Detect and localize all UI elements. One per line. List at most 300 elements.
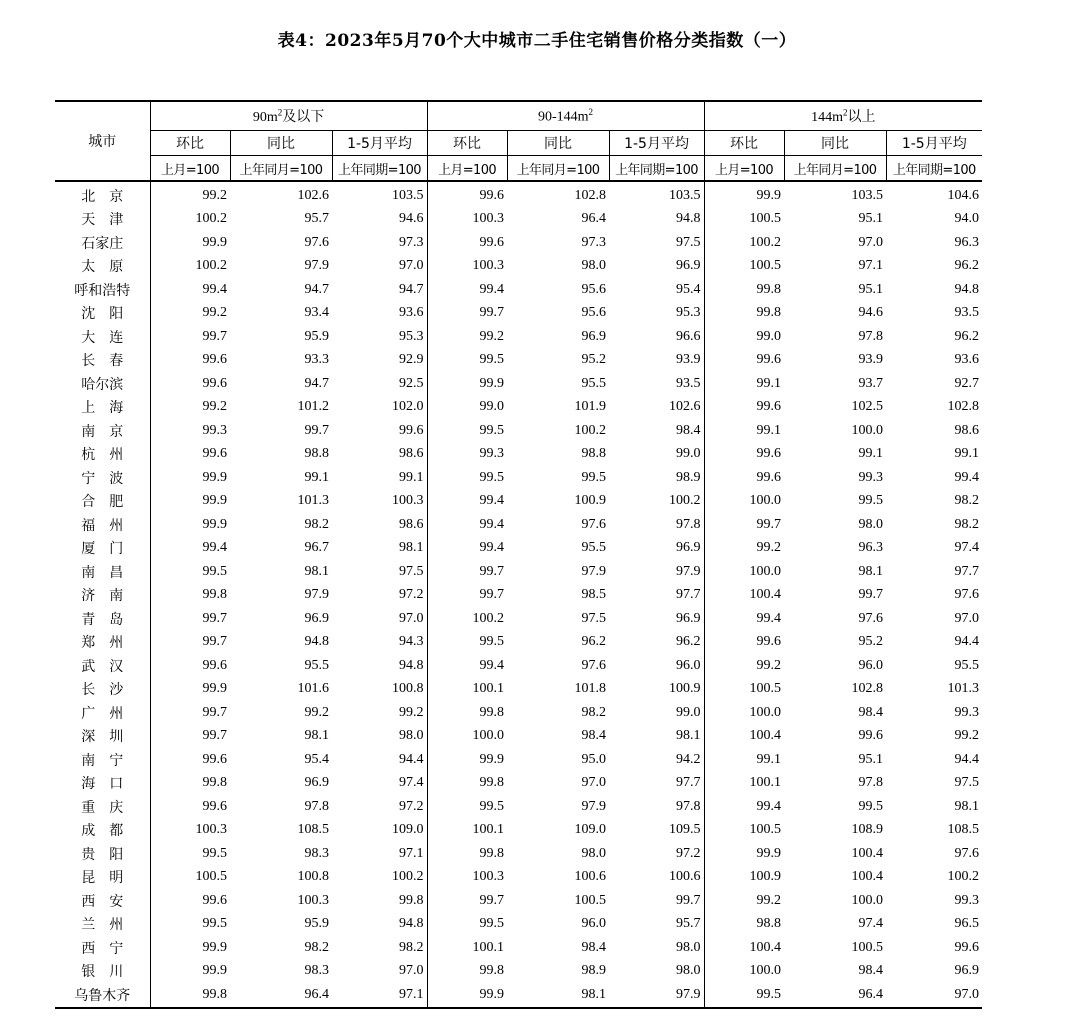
sub-header: 1-5月平均 (332, 131, 427, 156)
index-value: 100.2 (947, 869, 980, 885)
index-value: 99.1 (304, 469, 329, 485)
index-value: 98.2 (581, 704, 607, 720)
index-value: 99.1 (756, 375, 782, 391)
index-value: 95.2 (858, 634, 884, 650)
index-value: 97.7 (609, 772, 704, 796)
index-value: 96.9 (304, 610, 329, 626)
index-value: 99.9 (479, 375, 505, 391)
city-name: 呼和浩特 (55, 278, 150, 302)
index-value: 98.6 (332, 513, 427, 537)
index-value: 99.6 (756, 399, 782, 415)
index-value: 99.6 (202, 375, 227, 391)
index-value: 94.2 (609, 748, 704, 772)
index-value: 97.6 (954, 587, 980, 603)
index-value: 97.0 (332, 255, 427, 279)
table-row (55, 466, 982, 490)
group-header-tail: 以上 (847, 110, 876, 125)
index-value: 100.5 (195, 869, 227, 885)
index-value: 99.7 (479, 587, 505, 603)
base-header: 上月=100 (704, 156, 784, 182)
index-value: 99.6 (202, 657, 227, 673)
index-value: 96.4 (304, 986, 329, 1002)
index-value: 96.5 (954, 916, 980, 932)
index-value: 99.7 (479, 563, 505, 579)
index-value: 99.8 (756, 305, 782, 321)
table-row (55, 443, 982, 467)
index-value: 99.8 (332, 889, 427, 913)
index-value: 99.5 (479, 916, 505, 932)
index-value: 100.2 (195, 211, 227, 227)
index-value: 99.2 (954, 728, 980, 744)
index-value: 100.2 (332, 866, 427, 890)
index-value: 99.6 (202, 798, 227, 814)
index-value: 97.7 (954, 563, 980, 579)
index-value: 98.2 (332, 936, 427, 960)
index-value: 96.2 (609, 631, 704, 655)
index-value: 93.6 (332, 302, 427, 326)
index-value: 100.0 (749, 963, 782, 979)
page-title: 表4：2023年5月70个大中城市二手住宅销售价格分类指数（一） (277, 31, 797, 51)
city-name: 济 南 (55, 584, 150, 608)
index-value: 100.1 (472, 681, 505, 697)
index-value: 97.3 (332, 231, 427, 255)
sub-header: 环比 (427, 131, 507, 156)
table-row (55, 513, 982, 537)
index-value: 99.6 (756, 469, 782, 485)
index-value: 100.3 (472, 869, 505, 885)
index-value: 98.3 (304, 963, 329, 979)
city-name: 哈尔滨 (55, 372, 150, 396)
index-value: 99.7 (479, 892, 505, 908)
table-row (55, 372, 982, 396)
index-value: 99.6 (202, 446, 227, 462)
index-value: 99.5 (479, 469, 505, 485)
index-value: 97.0 (581, 775, 607, 791)
table-row (55, 231, 982, 255)
index-value: 99.8 (202, 775, 227, 791)
group-header-main: 90m (252, 110, 278, 125)
table-row (55, 278, 982, 302)
index-value: 99.0 (756, 328, 782, 344)
index-value: 100.6 (609, 866, 704, 890)
index-value: 99.7 (479, 305, 505, 321)
index-value: 101.3 (947, 681, 980, 697)
city-name: 宁 波 (55, 466, 150, 490)
group-header-main: 90-144m (537, 109, 589, 125)
index-value: 99.1 (858, 446, 884, 462)
index-value: 93.4 (304, 305, 329, 321)
index-value: 95.7 (609, 913, 704, 937)
index-value: 98.0 (581, 258, 607, 274)
index-value: 98.1 (858, 563, 884, 579)
table-row (55, 772, 982, 796)
index-value: 97.0 (332, 607, 427, 631)
index-value: 97.6 (304, 234, 329, 250)
index-value: 99.7 (202, 704, 227, 720)
index-value: 99.5 (479, 422, 505, 438)
city-name: 昆 明 (55, 866, 150, 890)
index-value: 98.4 (609, 419, 704, 443)
table-row (55, 913, 982, 937)
index-value: 95.3 (332, 325, 427, 349)
table-row (55, 795, 982, 819)
table-row (55, 631, 982, 655)
index-value: 94.6 (332, 208, 427, 232)
index-value: 95.2 (581, 352, 607, 368)
city-name: 贵 阳 (55, 842, 150, 866)
index-value: 102.6 (609, 396, 704, 420)
index-value: 94.3 (332, 631, 427, 655)
table-row (55, 349, 982, 373)
index-value: 96.9 (954, 963, 980, 979)
index-value: 99.2 (756, 892, 782, 908)
index-value: 97.1 (858, 258, 884, 274)
index-value: 99.7 (304, 422, 329, 438)
city-name: 乌鲁木齐 (55, 983, 150, 1008)
index-value: 93.7 (858, 375, 884, 391)
index-value: 99.5 (202, 845, 227, 861)
index-value: 99.1 (332, 466, 427, 490)
index-value: 96.2 (954, 258, 980, 274)
table-row (55, 866, 982, 890)
index-value: 99.5 (858, 493, 884, 509)
group-header (427, 101, 704, 131)
index-value: 101.3 (297, 493, 329, 509)
group-header (150, 101, 427, 131)
index-value: 100.2 (749, 234, 782, 250)
index-value: 109.0 (574, 822, 607, 838)
index-value: 98.6 (954, 422, 980, 438)
index-value: 98.3 (304, 845, 329, 861)
city-name: 南 京 (55, 419, 150, 443)
index-value: 99.4 (479, 493, 505, 509)
table-row (55, 725, 982, 749)
index-value: 99.8 (479, 963, 505, 979)
index-value: 103.5 (332, 181, 427, 208)
index-value: 99.7 (202, 610, 227, 626)
index-value: 100.0 (851, 892, 884, 908)
index-value: 99.4 (479, 657, 505, 673)
index-value: 99.5 (479, 798, 505, 814)
index-value: 96.0 (609, 654, 704, 678)
index-value: 99.6 (954, 939, 980, 955)
index-value: 94.8 (609, 208, 704, 232)
index-value: 99.6 (479, 234, 505, 250)
index-value: 94.4 (954, 634, 980, 650)
index-value: 99.9 (202, 681, 227, 697)
sub-header: 1-5月平均 (886, 131, 982, 156)
index-value: 92.5 (332, 372, 427, 396)
index-value: 94.7 (332, 278, 427, 302)
index-value: 100.0 (749, 704, 782, 720)
index-value: 97.8 (304, 798, 329, 814)
index-value: 97.6 (954, 845, 980, 861)
index-value: 98.1 (609, 725, 704, 749)
index-value: 100.5 (749, 211, 782, 227)
base-header: 上年同期=100 (609, 156, 704, 182)
city-name: 石家庄 (55, 231, 150, 255)
city-name: 天 津 (55, 208, 150, 232)
index-value: 99.9 (479, 986, 505, 1002)
index-value: 98.0 (609, 936, 704, 960)
index-value: 99.7 (202, 728, 227, 744)
index-value: 97.2 (332, 584, 427, 608)
index-value: 100.9 (749, 869, 782, 885)
index-value: 99.4 (202, 281, 227, 297)
index-value: 94.8 (332, 654, 427, 678)
sub-header: 1-5月平均 (609, 131, 704, 156)
table-row (55, 584, 982, 608)
index-value: 99.6 (202, 352, 227, 368)
index-value: 100.2 (574, 422, 607, 438)
index-value: 97.9 (304, 587, 329, 603)
index-value: 99.4 (479, 540, 505, 556)
index-value: 99.7 (756, 516, 782, 532)
index-value: 95.4 (304, 751, 329, 767)
index-value: 100.5 (749, 822, 782, 838)
table-row (55, 748, 982, 772)
index-value: 99.1 (756, 422, 782, 438)
index-value: 99.9 (479, 751, 505, 767)
sub-header: 环比 (150, 131, 230, 156)
index-value: 102.5 (851, 399, 884, 415)
index-value: 93.5 (954, 305, 980, 321)
table-row (55, 537, 982, 561)
index-value: 100.2 (472, 610, 505, 626)
table-row (55, 490, 982, 514)
index-value: 100.0 (749, 493, 782, 509)
sub-header: 同比 (784, 131, 886, 156)
index-value: 97.4 (858, 916, 884, 932)
index-value: 98.4 (858, 704, 884, 720)
index-value: 100.5 (574, 892, 607, 908)
table-row (55, 396, 982, 420)
index-value: 97.6 (858, 610, 884, 626)
index-value: 99.4 (479, 281, 505, 297)
index-value: 96.0 (581, 916, 607, 932)
index-value: 97.9 (304, 258, 329, 274)
index-value: 95.5 (581, 375, 607, 391)
index-value: 95.4 (609, 278, 704, 302)
index-value: 103.5 (851, 187, 884, 203)
index-value: 99.6 (858, 728, 884, 744)
index-value: 100.6 (574, 869, 607, 885)
index-value: 100.4 (851, 869, 884, 885)
table-row (55, 701, 982, 725)
table-row (55, 983, 982, 1008)
base-header: 上月=100 (150, 156, 230, 182)
city-name: 海 口 (55, 772, 150, 796)
index-value: 99.7 (858, 587, 884, 603)
table-row (55, 936, 982, 960)
index-value: 95.9 (304, 916, 329, 932)
index-value: 100.1 (472, 939, 505, 955)
index-value: 97.8 (609, 795, 704, 819)
index-value: 94.8 (332, 913, 427, 937)
index-value: 99.6 (202, 892, 227, 908)
index-value: 98.9 (609, 466, 704, 490)
index-value: 100.4 (749, 728, 782, 744)
price-index-table (55, 100, 982, 1009)
index-value: 99.4 (756, 610, 782, 626)
index-value: 99.2 (304, 704, 329, 720)
city-name: 杭 州 (55, 443, 150, 467)
city-name: 西 宁 (55, 936, 150, 960)
city-name: 厦 门 (55, 537, 150, 561)
index-value: 99.6 (332, 419, 427, 443)
index-value: 99.2 (202, 305, 227, 321)
table-row (55, 819, 982, 843)
index-value: 100.8 (297, 869, 329, 885)
index-value: 95.1 (858, 211, 884, 227)
index-value: 97.5 (581, 610, 607, 626)
index-value: 97.9 (581, 563, 607, 579)
table-row (55, 960, 982, 984)
index-value: 99.3 (479, 446, 505, 462)
index-value: 97.6 (581, 516, 607, 532)
table-row (55, 560, 982, 584)
sub-header: 环比 (704, 131, 784, 156)
index-value: 99.2 (202, 187, 227, 203)
index-value: 99.7 (202, 328, 227, 344)
index-value: 96.7 (304, 540, 329, 556)
index-value: 96.3 (858, 540, 884, 556)
table-row (55, 889, 982, 913)
city-name: 青 岛 (55, 607, 150, 631)
index-value: 97.9 (609, 983, 704, 1008)
index-value: 95.9 (304, 328, 329, 344)
index-value: 99.2 (479, 328, 505, 344)
index-value: 99.5 (479, 352, 505, 368)
index-value: 99.3 (858, 469, 884, 485)
index-value: 97.5 (954, 775, 980, 791)
index-value: 98.1 (304, 728, 329, 744)
index-value: 100.3 (472, 258, 505, 274)
index-value: 101.8 (574, 681, 607, 697)
index-value: 97.2 (609, 842, 704, 866)
index-value: 99.4 (479, 516, 505, 532)
city-name: 郑 州 (55, 631, 150, 655)
index-value: 99.5 (756, 986, 782, 1002)
index-value: 99.2 (202, 399, 227, 415)
group-header-sup: 2 (842, 107, 848, 118)
index-value: 97.0 (954, 986, 980, 1002)
index-value: 97.1 (332, 842, 427, 866)
city-name: 武 汉 (55, 654, 150, 678)
index-value: 98.4 (858, 963, 884, 979)
index-value: 99.9 (756, 187, 782, 203)
index-value: 100.8 (332, 678, 427, 702)
index-value: 109.0 (332, 819, 427, 843)
base-header: 上年同月=100 (507, 156, 609, 182)
table-row (55, 181, 982, 208)
index-value: 99.9 (756, 845, 782, 861)
index-value: 94.6 (858, 305, 884, 321)
index-value: 100.2 (609, 490, 704, 514)
index-value: 96.3 (954, 234, 980, 250)
index-value: 100.5 (851, 939, 884, 955)
city-name: 成 都 (55, 819, 150, 843)
index-value: 98.1 (954, 798, 980, 814)
group-header-sup: 2 (588, 106, 594, 117)
index-value: 99.9 (202, 963, 227, 979)
index-value: 99.6 (756, 446, 782, 462)
index-value: 99.2 (756, 657, 782, 673)
index-value: 100.5 (749, 258, 782, 274)
index-value: 100.4 (851, 845, 884, 861)
index-value: 100.3 (195, 822, 227, 838)
index-value: 95.1 (858, 751, 884, 767)
city-name: 广 州 (55, 701, 150, 725)
city-name: 南 宁 (55, 748, 150, 772)
index-value: 101.6 (297, 681, 329, 697)
index-value: 97.5 (332, 560, 427, 584)
index-value: 95.7 (304, 211, 329, 227)
index-value: 97.4 (332, 772, 427, 796)
index-value: 99.6 (756, 634, 782, 650)
city-name: 上 海 (55, 396, 150, 420)
index-value: 102.8 (851, 681, 884, 697)
index-value: 102.8 (947, 399, 980, 415)
index-value: 97.2 (332, 795, 427, 819)
index-value: 92.9 (332, 349, 427, 373)
index-value: 94.4 (954, 751, 980, 767)
index-value: 96.9 (304, 775, 329, 791)
index-value: 98.2 (954, 516, 980, 532)
index-value: 96.9 (609, 537, 704, 561)
index-value: 99.4 (954, 469, 980, 485)
city-name: 太 原 (55, 255, 150, 279)
index-value: 97.0 (332, 960, 427, 984)
index-value: 93.5 (609, 372, 704, 396)
index-value: 99.6 (756, 352, 782, 368)
index-value: 100.3 (297, 892, 329, 908)
index-value: 100.5 (749, 681, 782, 697)
index-value: 99.6 (479, 187, 505, 203)
index-value: 95.1 (858, 281, 884, 297)
index-value: 94.8 (954, 281, 980, 297)
table-row (55, 678, 982, 702)
base-header: 上年同期=100 (332, 156, 427, 182)
city-name: 大 连 (55, 325, 150, 349)
index-value: 100.9 (609, 678, 704, 702)
index-value: 94.4 (332, 748, 427, 772)
index-value: 99.8 (479, 704, 505, 720)
index-value: 100.2 (195, 258, 227, 274)
index-value: 98.9 (581, 963, 607, 979)
index-value: 100.1 (749, 775, 782, 791)
index-value: 99.8 (202, 587, 227, 603)
table-row (55, 842, 982, 866)
index-value: 98.2 (304, 939, 329, 955)
index-value: 92.7 (954, 375, 980, 391)
index-value: 97.8 (858, 328, 884, 344)
index-value: 100.3 (472, 211, 505, 227)
index-value: 96.9 (609, 255, 704, 279)
index-value: 96.2 (581, 634, 607, 650)
base-header: 上年同月=100 (230, 156, 332, 182)
index-value: 99.2 (756, 540, 782, 556)
table-row (55, 255, 982, 279)
index-value: 108.9 (851, 822, 884, 838)
index-value: 97.5 (609, 231, 704, 255)
index-value: 104.6 (947, 187, 980, 203)
city-name: 沈 阳 (55, 302, 150, 326)
index-value: 93.6 (954, 352, 980, 368)
index-value: 99.5 (202, 563, 227, 579)
city-column-header: 城市 (55, 101, 150, 181)
index-value: 100.0 (851, 422, 884, 438)
